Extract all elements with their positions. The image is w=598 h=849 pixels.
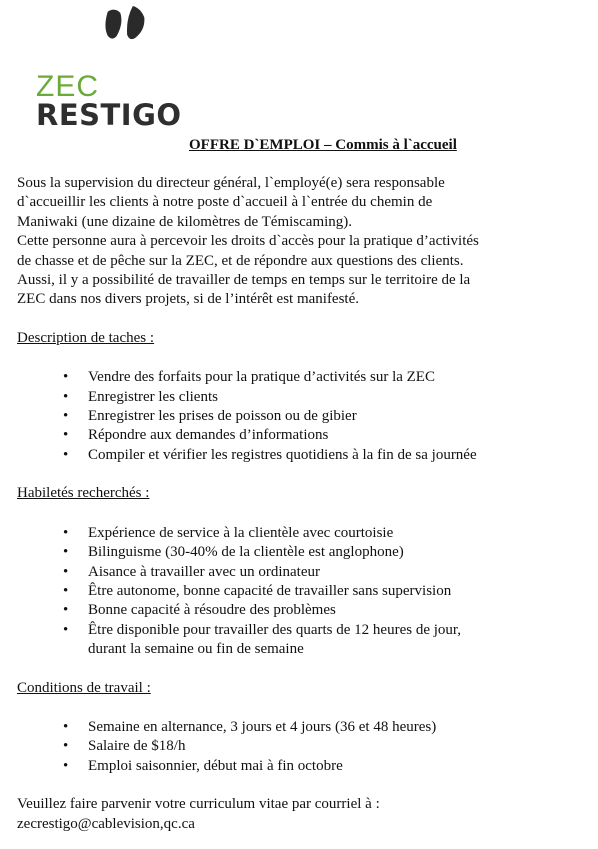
list-item: • Enregistrer les prises de poisson ou de gibier [17,407,587,426]
intro-line: de chasse et de pêche sur la ZEC, et de répondre aux questions des clients. [17,252,464,269]
intro-line: Aussi, il y a possibilité de travailler de temps en temps sur le territoire de la [17,272,471,289]
page-title: OFFRE D`EMPLOI – Commis à l`accueil [189,137,457,153]
list-item: • Semaine en alternance, 3 jours et 4 jours (36 et 48 heures) [17,718,587,737]
zec-restigo-logo [36,6,186,134]
intro-line: Sous la supervision du directeur général, l`employé(e) sera responsable [17,175,445,191]
list-item: • Bilinguisme (30-40% de la clientèle est anglophone) [17,543,587,562]
list-item: • Vendre des forfaits pour la pratique d’activités sur la ZEC [17,368,587,387]
list-item [17,621,587,660]
logo-restigo: RESTIGO [36,98,182,132]
list-item: • Expérience de service à la clientèle avec courtoisie [17,524,587,543]
conditions-list [17,718,587,776]
conditions-heading: Conditions de travail : [17,679,151,696]
intro-line: Cette personne aura à percevoir les droits d`accès pour la pratique d’activités [17,233,479,250]
logo-zec: ZEC [36,70,99,103]
tasks-heading: Description de taches : [17,329,155,346]
list-item: • Être autonome, bonne capacité de travailler sans supervision [17,582,587,601]
footer-instruction: Veuillez faire parvenir votre curriculum vitae par courriel à : [17,796,380,813]
intro-line: Maniwaki (une dizaine de kilomètres de Témiscaming). [17,213,353,230]
intro-line: d`accueillir les clients à notre poste d`accueil à l`entrée du chemin de [17,194,433,211]
list-item-line: Être disponible pour travailler des quarts de 12 heures de jour, [88,621,462,638]
job-posting-body [17,174,587,834]
list-item: • Emploi saisonnier, début mai à fin octobre [17,757,587,776]
list-item: • Compiler et vérifier les registres quotidiens à la fin de sa journée [17,446,587,465]
list-item: • Aisance à travailler avec un ordinateur [17,563,587,582]
contact-email: zecrestigo@cablevision,qc.ca [17,815,195,832]
list-item: • Salaire de $18/h [17,737,587,756]
list-item: • Bonne capacité à résoudre des problèmes [17,601,587,620]
skills-heading: Habiletés recherchés : [17,485,150,502]
skills-list [17,524,587,660]
list-item: • Enregistrer les clients [17,388,587,407]
list-item-line: durant la semaine ou fin de semaine [88,641,304,658]
list-item: • Répondre aux demandes d’informations [17,426,587,445]
intro-line: ZEC dans nos divers projets, si de l’intérêt est manifesté. [17,291,360,308]
hoofprint-icon [76,6,176,46]
tasks-list [17,368,587,465]
